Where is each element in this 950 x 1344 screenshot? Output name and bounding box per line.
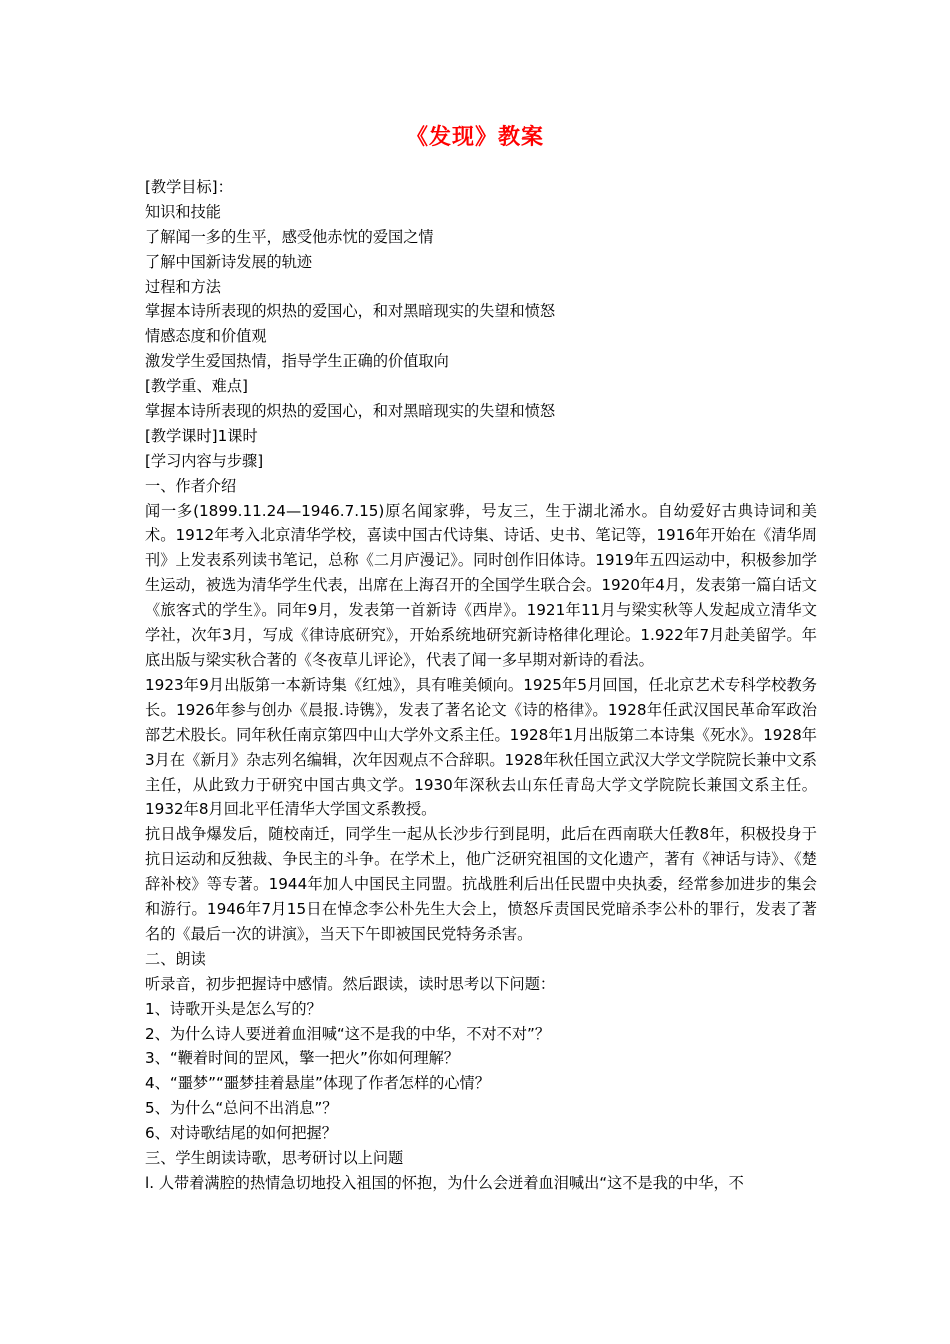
text-line: 知识和技能 (145, 202, 221, 221)
text-line: 听录音，初步把握诗中感情。然后跟读，读时思考以下问题： (145, 974, 556, 993)
document-title: 《发现》教案 (405, 125, 544, 150)
section-heading-steps: [学习内容与步骤] (145, 451, 264, 470)
document-body (145, 175, 817, 1196)
question-item: 6、对诗歌结尾的如何把握？ (145, 1124, 337, 1143)
section-heading-reading: 二、朗读 (145, 949, 206, 968)
text-line: 了解闻一多的生平，感受他赤忱的爱国之情 (145, 227, 434, 246)
text-line: 掌握本诗所表现的炽热的爱国心，和对黑暗现实的失望和愤怒 (145, 302, 556, 321)
question-item: 1、诗歌开头是怎么写的？ (145, 999, 322, 1018)
question-item: 3、“鞭着时间的罡风，擎一把火”你如何理解？ (145, 1049, 459, 1068)
section-heading-objectives: [教学目标]： (145, 178, 233, 196)
author-paragraph: 抗日战争爆发后，随校南迁，同学生一起从长沙步行到昆明，此后在西南联大任教8年，积极投身于抗日运动和反独裁、争民主的斗争。在学术上，他广泛研究祖国的文化遗产，著有《神话与诗》、《楚辞补校》等专著。1944年加人中国民主同盟。抗战胜利后出任民盟中央执委，经常参加进步的集会和游行。1946年7月15日在悼念李公朴先生大会上，愤怒斥责国民党暗杀李公朴的罪行，发表了著名的《最后一次的讲演》，当天下午即被国民党特务杀害。 (145, 825, 817, 943)
author-paragraph: 闻一多(1899.11.24—1946.7.15)原名闻家骅，号友三，生于湖北浠水。自幼爱好古典诗词和美术。1912年考入北京清华学校，喜读中国古代诗集、诗话、史书、笔记等，1916年开始在《清华周刊》上发表系列读书笔记，总称《二月庐漫记》。同时创作旧体诗。1919年五四运动中，积极参加学生运动，被选为清华学生代表，出席在上海召开的全国学生联合会。1920年4月，发表第一篇白话文《旅客式的学生》。同年9月，发表第一首新诗《西岸》。1921年11月与梁实秋等人发起成立清华文学社，次年3月，写成《律诗底研究》，开始系统地研究新诗格律化理论。1.922年7月赴美留学。年底出版与梁实秋合著的《冬夜草儿评论》，代表了闻一多早期对新诗的看法。 (145, 501, 817, 670)
question-item: 4、“噩梦”“噩梦挂着悬崖”体现了作者怎样的心情？ (145, 1074, 490, 1093)
text-line: l. 人带着满腔的热情急切地投入祖国的怀抱，为什么会迸着血泪喊出“这不是我的中华，不 (145, 1173, 744, 1192)
text-line: 过程和方法 (145, 277, 221, 296)
section-heading-author: 一、作者介绍 (145, 476, 237, 495)
section-heading-class-hours: [教学课时]1课时 (145, 426, 258, 445)
text-line: 了解中国新诗发展的轨迹 (145, 252, 313, 271)
section-heading-key-points: [教学重、难点] (145, 377, 248, 396)
author-paragraph: 1923年9月出版第一本新诗集《红烛》，具有唯美倾向。1925年5月回国，任北京艺术专科学校教务长。1926年参与创办《晨报.诗镌》，发表了著名论文《诗的格律》。1928年任武汉国民革命军政治部艺术股长。同年秋任南京第四中山大学外文系主任。1928年1月出版第二本诗集《死水》。1928年3月在《新月》杂志列名编辑，次年因观点不合辞职。1928年秋任国立武汉大学文学院院长兼中文系主任，从此致力于研究中国古典文学。1930年深秋去山东任青岛大学文学院院长兼国文系主任。1932年8月回北平任清华大学国文系教授。 (145, 675, 817, 819)
section-heading-discussion: 三、学生朗读诗歌，思考研讨以上问题 (145, 1149, 404, 1168)
question-item: 2、为什么诗人要迸着血泪喊“这不是我的中华，不对不对”？ (145, 1024, 551, 1043)
text-line: 激发学生爱国热情，指导学生正确的价值取向 (145, 352, 449, 371)
text-line: 情感态度和价值观 (145, 327, 267, 346)
text-line: 掌握本诗所表现的炽热的爱国心，和对黑暗现实的失望和愤怒 (145, 402, 556, 421)
question-item: 5、为什么“总问不出消息”？ (145, 1099, 338, 1118)
